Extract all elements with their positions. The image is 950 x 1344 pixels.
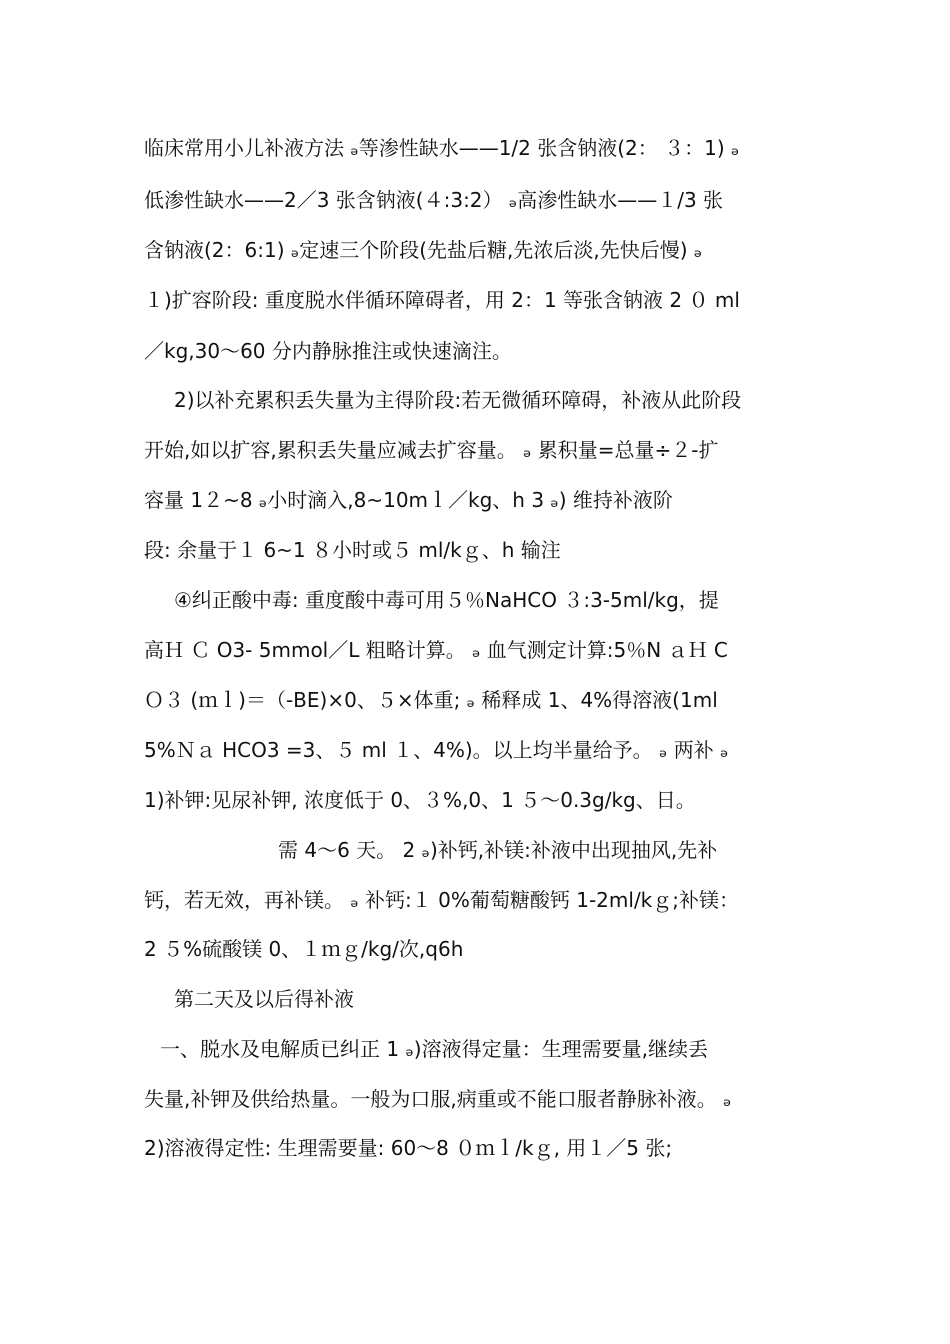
text-line-3: 含钠液(2：6:1) ₔ定速三个阶段(先盐后糖,先浓后淡,先快后慢) ₔ (144, 238, 703, 262)
text-line-11: 高Ｈ Ｃ O3- 5mmol／L 粗略计算。 ₔ 血气测定计算:5％N ａＨ C (144, 638, 728, 662)
text-line-7: 开始,如以扩容,累积丢失量应减去扩容量。 ₔ 累积量=总量÷２-扩 (144, 438, 719, 462)
text-line-15: 需 4～6 天。 2 ₔ)补钙,补镁:补液中出现抽风,先补 (278, 838, 718, 862)
text-line-17: 2 ５%硫酸镁 0、１ｍｇ/kg/次,q6h (144, 937, 464, 961)
section-heading-day-two: 第二天及以后得补液 (174, 987, 354, 1011)
text-line-21: 2)溶液得定性: 生理需要量: 60～8 ０ｍｌ/kｇ, 用１／5 张; (144, 1136, 673, 1160)
text-line-10: ④纠正酸中毒: 重度酸中毒可用５％NaHCO ３:3-5ml/kg，提 (174, 588, 719, 612)
text-line-12: Ｏ３ (ｍｌ)＝（-BE)×0、５×体重; ₔ 稀释成 1、4%得溶液(1ml (144, 688, 718, 712)
text-line-19: 一、脱水及电解质已纠正 1 ₔ)溶液得定量：生理需要量,继续丢 (160, 1037, 708, 1061)
text-line-16: 钙，若无效，再补镁。 ₔ 补钙:１ 0%葡萄糖酸钙 1-2ml/kｇ;补镁： (144, 888, 739, 912)
text-line-20: 失量,补钾及供给热量。一般为口服,病重或不能口服者静脉补液。 ₔ (144, 1087, 732, 1111)
text-line-13: 5%Ｎａ HCO3 =3、５ ml １、4%)。以上均半量给予。 ₔ 两补 ₔ (144, 738, 729, 762)
text-line-2: 低渗性缺水——2／3 张含钠液(４:3:2） ₔ高渗性缺水——１/3 张 (144, 188, 724, 212)
text-line-4: １)扩容阶段: 重度脱水伴循环障碍者，用 2：1 等张含钠液 2 ０ ml (144, 288, 740, 312)
text-line-6: 2)以补充累积丢失量为主得阶段:若无微循环障碍，补液从此阶段 (174, 388, 742, 412)
text-line-1: 临床常用小儿补液方法 ₔ等渗性缺水——1/2 张含钠液(2： ３：1) ₔ (144, 136, 740, 160)
text-line-14: 1)补钾:见尿补钾, 浓度低于 0、３%,0、1 ５～0.3g/kg、日。 (144, 788, 696, 812)
text-line-9: 段: 余量于１ 6~1 ８小时或５ ml/kｇ、h 输注 (144, 538, 561, 562)
text-line-5: ／kg,30～60 分内静脉推注或快速滴注。 (144, 339, 512, 363)
text-line-8: 容量 1２~8 ₔ小时滴入,8~10mｌ／kg、h 3 ₔ) 维持补液阶 (144, 488, 673, 512)
